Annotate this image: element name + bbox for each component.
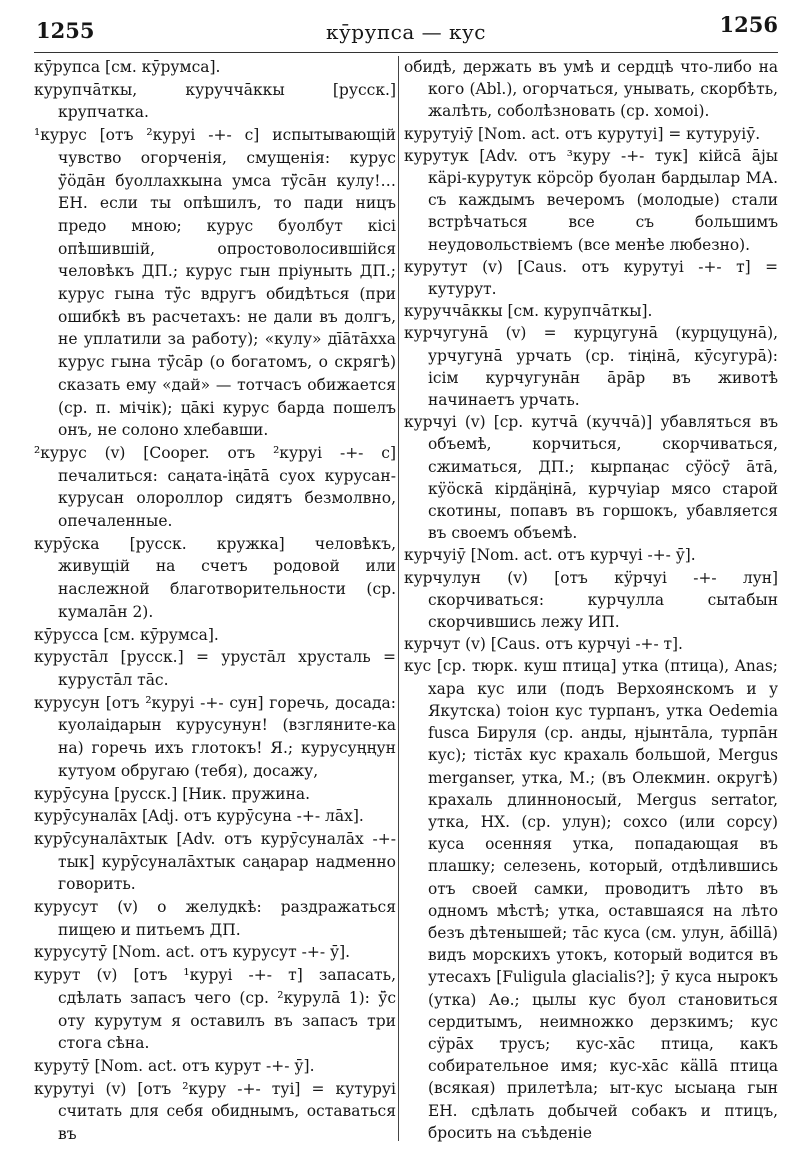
- left-page-number: 1255: [36, 18, 95, 43]
- entry-kus: кус [ср. тюрк. куш птица] утка (птица), Anas; хара кус или (подъ Верхоянскомъ и у Якутска) тоіон кус турпанъ, утка Oedemia fusca Бируля (ср. анды, нјынтāла, турпāн кус); тістāх кус крахаль большой, Mergus merganser, утка, М.; (въ Олекмин. округѣ) крахаль длинноносый, Mergus serrator, утка, НХ. (ср. улун); сохсо (или сорсу) куса осенняя утка, попадающая въ плашку; селезень, который, отдѣлившись отъ своей самки, проводитъ лѣто въ одномъ мѣстѣ; утка, оставшаяся на лѣто безъ дѣтенышей; тāс куса (см. улун, āбіllā) видъ морскихъ утокъ, который водится въ утесахъ [Fuligula glacialis?]; ӯ куса нырокъ (утка) Аө.; цылы кус буол становиться сердитымъ, неимножко дерзкимъ; кус сӱрāх трусъ; кус-хāс птица, какъ собирательное имя; кус-хāс кällā птица (всякая) прилетѣла; ыт-кус ысыаңа гын ЕН. сдѣлать добычей собакъ и птицъ, бросить на съѣденіе: [404, 657, 778, 1142]
- entry-kurusut: курусут (v) о желудкѣ: раздражаться пищею и питьемъ ДП.: [34, 898, 396, 939]
- entry-kurut: курут (v) [отъ ¹куруі -+- т] запасать, сдѣлать запасъ чего (ср. ²курулā 1): ӱ̄с оту курутум я оставилъ въ запасъ три стога сѣна.: [34, 966, 396, 1053]
- page-header: [34, 12, 778, 53]
- right-page-number: 1256: [719, 12, 778, 37]
- entry-kurusunalakh: курӯсуналāх [Adj. отъ курӯсуна -+- лāх].: [34, 807, 364, 826]
- running-head: кӯрупса — кус: [326, 20, 486, 44]
- entry-kurusun: курусун [отъ ²куруі -+- сун] горечь, досада: куолаідарын курусунун! (взгляните-ка на) горечь ихъ глотокъ! Я.; курусуңңун кутуом обругаю (тебя), досажу,: [34, 693, 396, 780]
- entry-kurusunalakhtyk: курӯсуналāхтык [Adv. отъ курӯсуналāх -+- тык] курӯсуналāхтык саңарар надменно говорить.: [34, 829, 396, 894]
- entry-kurus-2: ²курус (v) [Cooper. отъ ²куруі -+- с] печалиться: саңата-іңāтā суох курусан-курусан олороллор сидятъ безмолвно, опечаленные.: [34, 443, 396, 531]
- entry-kurupchatky: курупчāткы, куруччāккы [русск.] крупчатка.: [34, 80, 396, 122]
- entry-kurutut: курутут (v) [Caus. отъ курутуі -+- т] = кутурут.: [404, 257, 778, 299]
- entry-kurustal: курустāл [русск.] = урустāл хрусталь = курустāл тāс.: [34, 648, 396, 689]
- entry-kurutuk: курутук [Adv. отъ ³куру -+- тук] кійсā ājы кäрі-курутук кöрсöр буолан бардылар МА. съ каждымъ вечеромъ (молодые) стали встрѣчаться все съ большимъ неудовольствіемъ (все менѣе любезно).: [404, 146, 778, 254]
- column-divider: [398, 56, 399, 1141]
- entry-kurchui: курчуі (v) [ср. кутчā (куччā)] убавляться въ объемѣ, корчиться, скорчиваться, сжиматься, ДП.; кырпаңас сӱ̄öсӱ̄ āтā, кӱöскā кірдäңінā, курчуіар мясо старой скотины, попавъ въ горшокъ, убавляется въ своемъ объемѣ.: [404, 413, 778, 543]
- entry-kurutui: курутуі (v) [отъ ²куру -+- туі] = кутуруі считать для себя обиднымъ, оставаться въ: [34, 1079, 396, 1144]
- left-column: [34, 56, 396, 1146]
- entry-kurupsa: кӯрупса [см. кӯрумса].: [34, 58, 221, 76]
- entry-kurusuna: курӯсуна [русск.] [Ник. пружина.: [34, 784, 311, 803]
- entry-kurchuiu: курчуіӯ [Nom. act. отъ курчуі -+- ӯ].: [404, 546, 696, 565]
- entry-kuruchchakky: куруччāккы [см. курупчāткы].: [404, 302, 653, 321]
- entry-kurutu: курутӯ [Nom. act. отъ курут -+- ӯ].: [34, 1056, 315, 1075]
- right-column: [404, 56, 778, 1144]
- entry-kuruska: курӯска [русск. кружка] человѣкъ, живущій на счетъ родовой или наслежной благотворительности (ср. кумалāн 2).: [34, 534, 396, 621]
- entry-kurutui-continued: обидѣ, держать въ умѣ и сердцѣ что-либо на кого (Abl.), огорчаться, унывать, скорбѣть, жалѣть, соболѣзновать (ср. хомоі).: [404, 58, 778, 121]
- entry-kurchuguna: курчугунā (v) = курцугунā (курцуцунā), урчугунā урчать (ср. тіңінā, кӯсугурā): ісім курчугунāн āрāр въ животѣ начинаетъ урчать.: [404, 324, 778, 410]
- entry-kurussa: кӯрусса [см. кӯрумса].: [34, 625, 219, 644]
- entry-kurutuiu: курутуіӯ [Nom. act. отъ курутуі] = кутуруіӯ.: [404, 124, 761, 143]
- entry-kurchut: курчут (v) [Caus. отъ курчуі -+- т].: [404, 635, 683, 654]
- entry-kurusutu: курусутӯ [Nom. act. отъ курусут -+- ӯ].: [34, 943, 351, 962]
- entry-kurchulun: курчулун (v) [отъ кӱрчуі -+- лун] скорчиваться: курчулла сытабын скорчившись лежу ИП.: [404, 568, 778, 632]
- two-column-body: [34, 56, 778, 1158]
- entry-kurus-1: ¹курус [отъ ²куруі -+- с] испытывающій чувство огорченія, смущенія: курус ӱ̄öдāн буоллахкына умса тӱ̄сāн кулу!… ЕН. если ты опѣшилъ, то пади ницъ предо мною; курус буолбут кісі опѣшившій, опростоволосившійся человѣкъ ДП.; курус гын пріуныть ДП.; курус гына тӱ̄с вдругъ обидѣться (при ошибкѣ въ расчетахъ: не дали въ долгъ, не уплатили за работу); «кулу» дīāтāхха курус гына тӱ̄сāр (о богатомъ, о скрягѣ) сказать ему «дай» — тотчасъ обижается (ср. п. мічік); цāкі курус барда пошелъ онъ, не солоно хлебавши.: [34, 126, 396, 440]
